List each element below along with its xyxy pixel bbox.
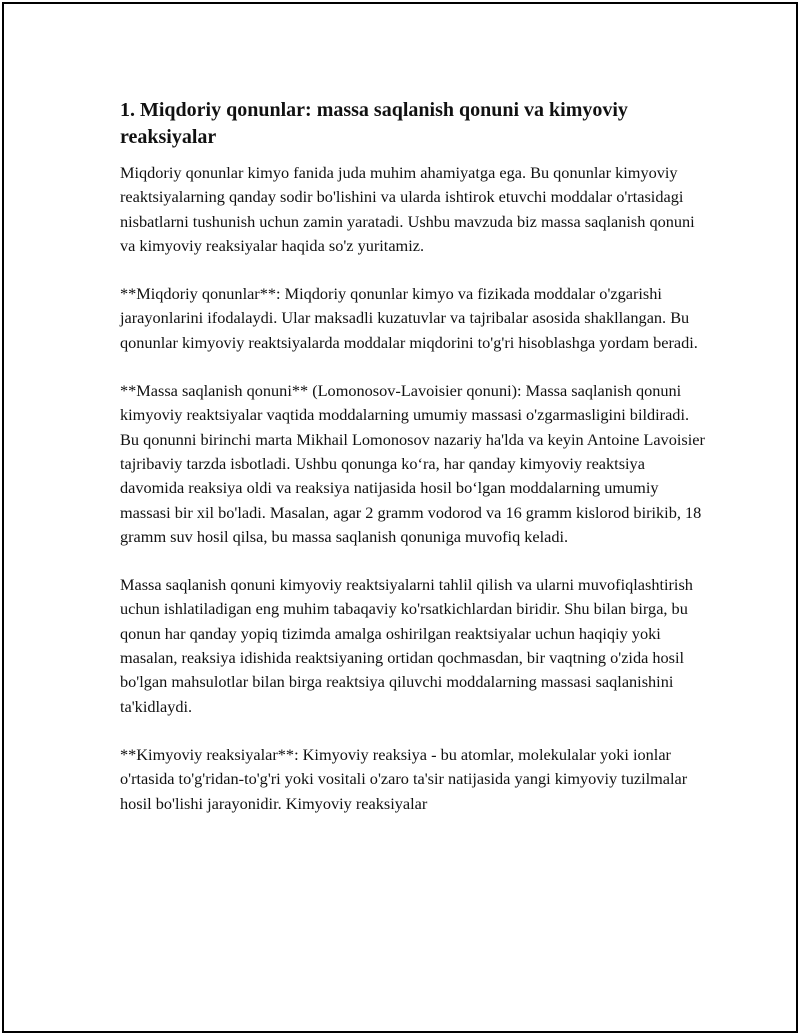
mass-conservation-paragraph: **Massa saqlanish qonuni** (Lomonosov-Lavoisier qonuni): Massa saqlanish qonuni kimyoviy reaktsiyalar vaqtida moddalarning umumiy massasi o'zgarmasligini bildiradi. Bu qonunni birinchi marta Mikhail Lomonosov nazariy ha'lda va keyin Antoine Lavoisier tajribaviy tarzda isbotladi. Ushbu qonunga ko‘ra, har qanday kimyoviy reaktsiya davomida reaksiya oldi va reaksiya natijasida hosil bo‘lgan moddalarning umumiy massasi bir xil bo'ladi. Masalan, agar 2 gramm vodorod va 16 gramm kislorod birikib, 18 gramm suv hosil qilsa, bu massa saqlanish qonuniga muvofiq keladi. xyxy=(120,381,705,546)
quantitative-laws-paragraph: **Miqdoriy qonunlar**: Miqdoriy qonunlar kimyo va fizikada moddalar o'zgarishi jarayonlarini ifodalaydi. Ular maksadli kuzatuvlar va tajribalar asosida shakllangan. Bu qonunlar kimyoviy reaktsiyalarda moddalar miqdorini to'g'ri hisoblashga yordam beradi. xyxy=(120,284,698,352)
chemical-reactions-paragraph: **Kimyoviy reaksiyalar**: Kimyoviy reaksiya - bu atomlar, molekulalar yoki ionlar o'rtasida to'g'ridan-to'g'ri yoki vositali o'zaro ta'sir natijasida yangi kimyoviy tuzilmalar hosil bo'lishi jarayonidir. Kimyoviy reaksiyalar xyxy=(120,744,688,813)
intro-paragraph: Miqdoriy qonunlar kimyo fanida juda muhim ahamiyatga ega. Bu qonunlar kimyoviy reaktsiyalarning qanday sodir bo'lishini va ularda ishtirok etuvchi moddalar o'rtasidagi nisbatlarni tushunish uchun zamin yaratadi. Ushbu mavzuda biz massa saqlanish qonuni va kimyoviy reaksiyalar haqida so'z yuritamiz. xyxy=(120,163,695,255)
page-frame xyxy=(2,2,798,1033)
mass-conservation-analysis-paragraph: Massa saqlanish qonuni kimyoviy reaktsiyalarni tahlil qilish va ularni muvofiqlashtirish uchun ishlatiladigan eng muhim tabaqaviy ko'rsatkichlardan biridir. Shu bilan birga, bu qonun har qanday yopiq tizimda amalga oshirilgan reaktsiyalar uchun haqiqiy yoki masalan, reaksiya idishida reaktsiyaning ortidan qochmasdan, bir vaqtning o'zida hosil bo'lgan mahsulotlar bilan birga reaktsiya qiluvchi moddalarning massasi saqlanishini ta'kidlaydi. xyxy=(120,575,693,716)
document-title: 1. Miqdoriy qonunlar: massa saqlanish qonuni va kimyoviy reaksiyalar xyxy=(120,99,628,148)
document-content xyxy=(120,97,710,840)
